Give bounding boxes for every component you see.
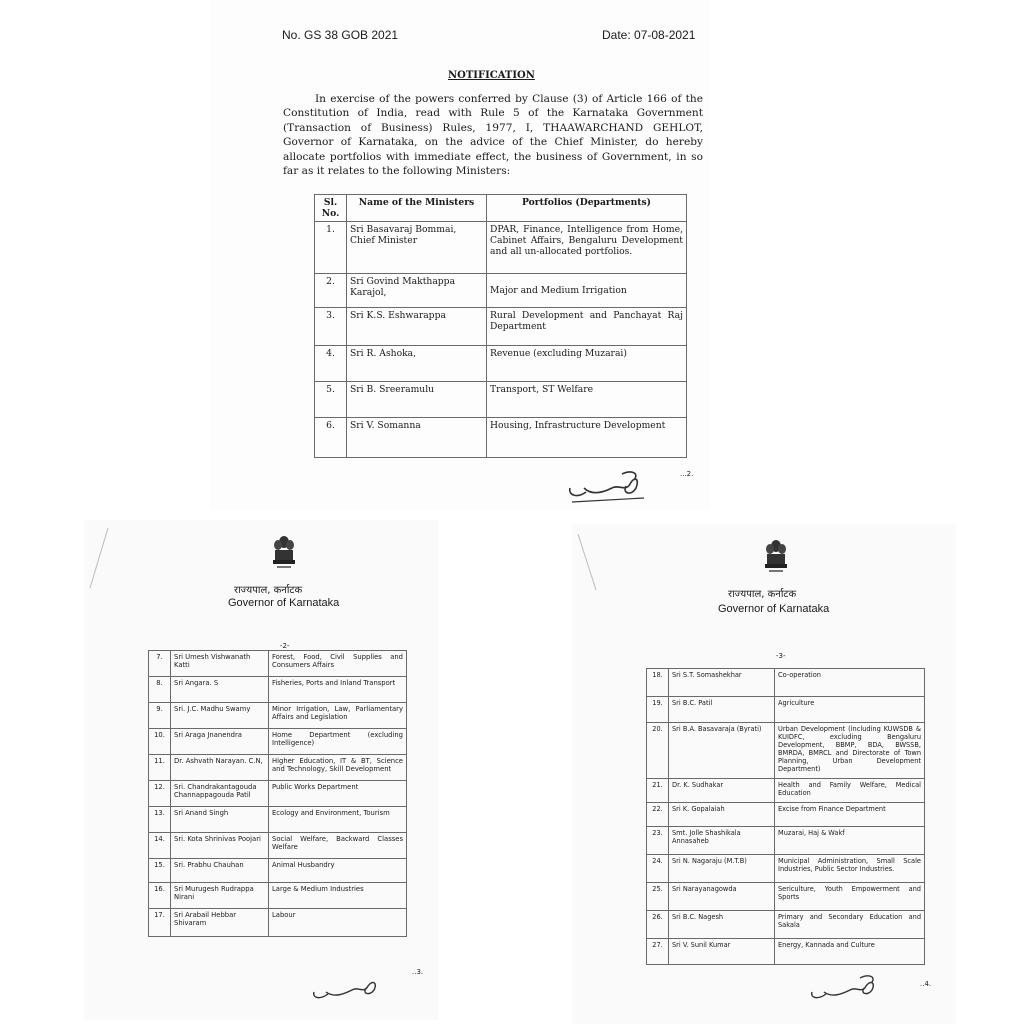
row-number: 9. xyxy=(149,703,171,729)
minister-portfolio: Public Works Department xyxy=(269,781,407,807)
continued-marker: ..3. xyxy=(412,968,424,976)
table-row xyxy=(149,651,407,677)
minister-portfolio: Forest, Food, Civil Supplies and Consumers Affairs xyxy=(269,651,407,677)
table-row xyxy=(315,274,687,308)
continued-marker: ...2. xyxy=(680,470,694,478)
row-number: 1. xyxy=(315,222,347,274)
minister-name: Dr. Ashvath Narayan. C.N, xyxy=(171,755,269,781)
signature-image xyxy=(808,968,888,1004)
table-row xyxy=(315,222,687,274)
minister-name: Sri K. Gopalaiah xyxy=(669,803,775,827)
minister-name: Sri Anand Singh xyxy=(171,807,269,833)
minister-name: Smt. Jolle Shashikala Annasaheb xyxy=(669,827,775,855)
minister-portfolio: Rural Development and Panchayat Raj Department xyxy=(487,308,687,346)
minister-name: Sri B.C. Patil xyxy=(669,697,775,723)
minister-portfolio: DPAR, Finance, Intelligence from Home, Cabinet Affairs, Bengaluru Development and all un-allocated portfolios. xyxy=(487,222,687,274)
column-header-sl-no: Sl. No. xyxy=(315,195,347,222)
minister-portfolio: Housing, Infrastructure Development xyxy=(487,418,687,458)
row-number: 26. xyxy=(647,911,669,939)
table-row xyxy=(647,855,925,883)
row-number: 11. xyxy=(149,755,171,781)
minister-name: Sri Araga Jnanendra xyxy=(171,729,269,755)
minister-name: Sri. J.C. Madhu Swamy xyxy=(171,703,269,729)
row-number: 24. xyxy=(647,855,669,883)
table-row xyxy=(647,723,925,779)
national-emblem-icon xyxy=(272,534,296,572)
row-number: 20. xyxy=(647,723,669,779)
minister-portfolio: Animal Husbandry xyxy=(269,859,407,883)
minister-portfolio: Energy, Kannada and Culture xyxy=(775,939,925,965)
table-row xyxy=(149,807,407,833)
table-row xyxy=(149,755,407,781)
signature-image xyxy=(310,972,390,1002)
minister-portfolio: Urban Development (including KUWSDB & KUIDFC, excluding Bengaluru Development, BBMP, BDA, BWSSB, BMRDA, BMRCL and Directorate of Town Planning, Urban Development Department) xyxy=(775,723,925,779)
continued-marker: ..4. xyxy=(920,980,932,988)
notification-page-1 xyxy=(210,0,710,510)
governor-title-hindi: राज्यपाल, कर्नाटक xyxy=(728,589,797,600)
reference-number: No. GS 38 GOB 2021 xyxy=(282,28,399,42)
minister-name: Sri B. Sreeramulu xyxy=(347,382,487,418)
column-header-name: Name of the Ministers xyxy=(347,195,487,222)
row-number: 2. xyxy=(315,274,347,308)
scan-edge-mark xyxy=(574,530,600,600)
minister-name: Sri N. Nagaraju (M.T.B) xyxy=(669,855,775,883)
table-row xyxy=(149,703,407,729)
minister-portfolio: Large & Medium Industries xyxy=(269,883,407,909)
row-number: 25. xyxy=(647,883,669,911)
minister-name: Sri Arabail Hebbar Shivaram xyxy=(171,909,269,937)
notification-page-3 xyxy=(572,524,956,1024)
minister-name: Sri Angara. S xyxy=(171,677,269,703)
row-number: 19. xyxy=(647,697,669,723)
table-header-row xyxy=(315,195,687,222)
row-number: 7. xyxy=(149,651,171,677)
table-row xyxy=(149,833,407,859)
row-number: 14. xyxy=(149,833,171,859)
table-row xyxy=(647,779,925,803)
page-number: -3- xyxy=(776,652,786,660)
table-row xyxy=(149,909,407,937)
national-emblem-icon xyxy=(764,538,788,576)
table-row xyxy=(315,418,687,458)
column-header-portfolio: Portfolios (Departments) xyxy=(487,195,687,222)
row-number: 6. xyxy=(315,418,347,458)
minister-name: Dr. K. Sudhakar xyxy=(669,779,775,803)
governor-title-english: Governor of Karnataka xyxy=(718,603,830,615)
row-number: 16. xyxy=(149,883,171,909)
signature-image xyxy=(564,462,654,506)
table-row xyxy=(149,859,407,883)
row-number: 17. xyxy=(149,909,171,937)
notification-page-2 xyxy=(84,520,438,1020)
row-number: 15. xyxy=(149,859,171,883)
governor-title-hindi: राज्यपाल, कर्नाटक xyxy=(234,585,303,596)
minister-portfolio: Social Welfare, Backward Classes Welfare xyxy=(269,833,407,859)
ministers-table-2 xyxy=(148,650,407,937)
minister-portfolio: Co-operation xyxy=(775,669,925,697)
table-row xyxy=(149,729,407,755)
table-row xyxy=(315,382,687,418)
minister-name: Sri Basavaraj Bommai, Chief Minister xyxy=(347,222,487,274)
row-number: 5. xyxy=(315,382,347,418)
ministers-table-1 xyxy=(314,194,687,458)
table-row xyxy=(315,346,687,382)
row-number: 8. xyxy=(149,677,171,703)
minister-name: Sri K.S. Eshwarappa xyxy=(347,308,487,346)
ministers-table-3 xyxy=(646,668,925,965)
table-row xyxy=(647,803,925,827)
notification-date: Date: 07-08-2021 xyxy=(602,28,696,42)
minister-name: Sri. Prabhu Chauhan xyxy=(171,859,269,883)
table-row xyxy=(647,697,925,723)
minister-name: Sri B.A. Basavaraja (Byrati) xyxy=(669,723,775,779)
row-number: 3. xyxy=(315,308,347,346)
table-row xyxy=(647,669,925,697)
minister-portfolio: Labour xyxy=(269,909,407,937)
table-row xyxy=(647,883,925,911)
minister-name: Sri. Chandrakantagouda Channappagouda Patil xyxy=(171,781,269,807)
table-row xyxy=(149,781,407,807)
minister-name: Sri Umesh Vishwanath Katti xyxy=(171,651,269,677)
scan-edge-mark xyxy=(86,524,112,594)
minister-name: Sri Govind Makthappa Karajol, xyxy=(347,274,487,308)
table-row xyxy=(647,827,925,855)
row-number: 13. xyxy=(149,807,171,833)
minister-name: Sri V. Somanna xyxy=(347,418,487,458)
minister-name: Sri Narayanagowda xyxy=(669,883,775,911)
table-row xyxy=(647,911,925,939)
minister-portfolio: Transport, ST Welfare xyxy=(487,382,687,418)
minister-portfolio: Minor Irrigation, Law, Parliamentary Affairs and Legislation xyxy=(269,703,407,729)
row-number: 12. xyxy=(149,781,171,807)
minister-name: Sri Murugesh Rudrappa Nirani xyxy=(171,883,269,909)
row-number: 23. xyxy=(647,827,669,855)
minister-portfolio: Fisheries, Ports and Inland Transport xyxy=(269,677,407,703)
minister-name: Sri B.C. Nagesh xyxy=(669,911,775,939)
minister-name: Sri R. Ashoka, xyxy=(347,346,487,382)
table-row xyxy=(647,939,925,965)
minister-portfolio: Major and Medium Irrigation xyxy=(487,274,687,308)
table-row xyxy=(315,308,687,346)
minister-portfolio: Primary and Secondary Education and Sakala xyxy=(775,911,925,939)
row-number: 10. xyxy=(149,729,171,755)
minister-portfolio: Agriculture xyxy=(775,697,925,723)
minister-portfolio: Higher Education, IT & BT, Science and Technology, Skill Development xyxy=(269,755,407,781)
minister-name: Sri V. Sunil Kumar xyxy=(669,939,775,965)
table-row xyxy=(149,677,407,703)
row-number: 22. xyxy=(647,803,669,827)
minister-name: Sri S.T. Somashekhar xyxy=(669,669,775,697)
minister-portfolio: Revenue (excluding Muzarai) xyxy=(487,346,687,382)
minister-portfolio: Excise from Finance Department xyxy=(775,803,925,827)
notification-title: NOTIFICATION xyxy=(448,70,535,81)
minister-portfolio: Sericulture, Youth Empowerment and Sports xyxy=(775,883,925,911)
minister-portfolio: Home Department (excluding Intelligence) xyxy=(269,729,407,755)
governor-title-english: Governor of Karnataka xyxy=(228,597,340,609)
page-number: -2- xyxy=(280,642,290,650)
table-row xyxy=(149,883,407,909)
minister-portfolio: Ecology and Environment, Tourism xyxy=(269,807,407,833)
minister-portfolio: Municipal Administration, Small Scale Industries, Public Sector Industries. xyxy=(775,855,925,883)
minister-portfolio: Health and Family Welfare, Medical Education xyxy=(775,779,925,803)
notification-intro: In exercise of the powers conferred by Clause (3) of Article 166 of the Constitution of India, read with Rule 5 of the Karnataka Government (Transaction of Business) Rules, 1977, I, THAAWARCHAND GEHLOT, Governor of Karnataka, on the advice of the Chief Minister, do hereby allocate portfolios with immediate effect, the business of Government, in so far as it relates to the following Ministers: xyxy=(283,93,703,178)
minister-name: Sri. Kota Shrinivas Poojari xyxy=(171,833,269,859)
row-number: 21. xyxy=(647,779,669,803)
row-number: 4. xyxy=(315,346,347,382)
minister-portfolio: Muzarai, Haj & Wakf xyxy=(775,827,925,855)
row-number: 18. xyxy=(647,669,669,697)
row-number: 27. xyxy=(647,939,669,965)
